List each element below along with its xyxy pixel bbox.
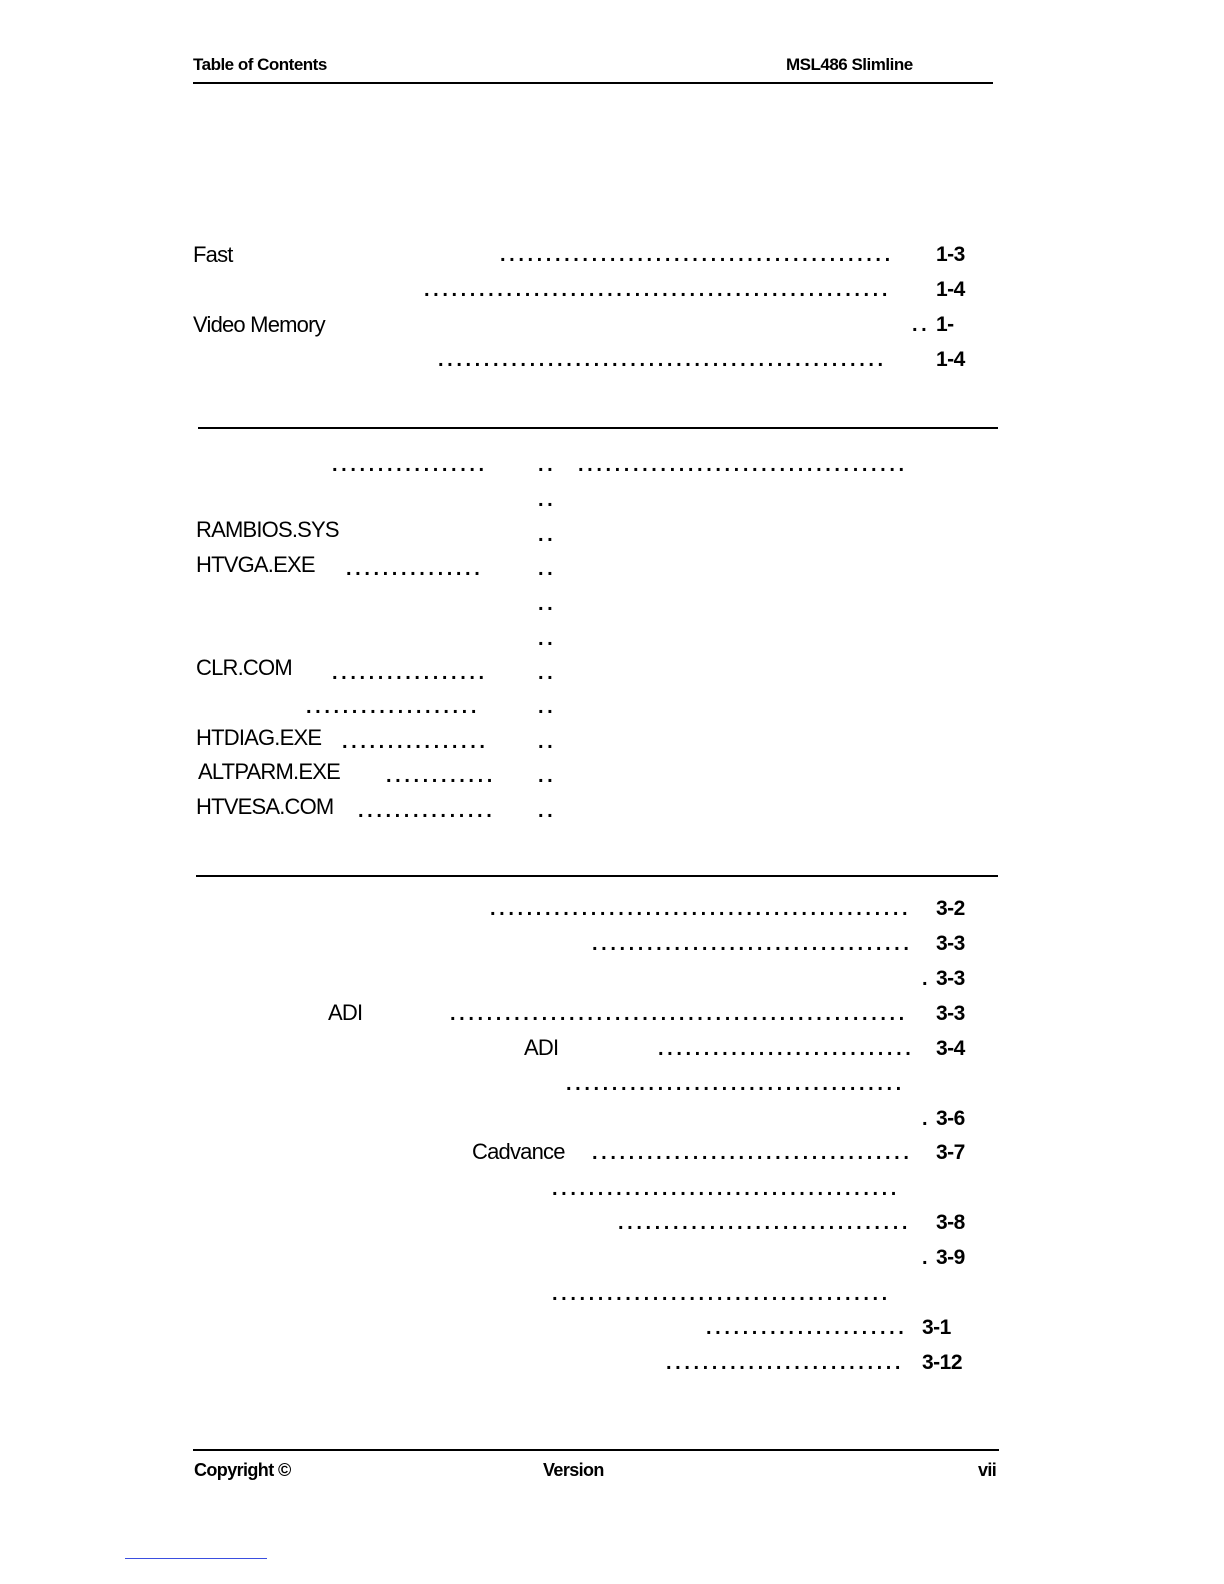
toc-leader-dots: ...................................... [552,1178,900,1200]
toc-leader-dots: .. [538,765,557,787]
toc-entry-label: Video Memory [193,312,325,337]
toc-leader-dots: ........................................... [500,244,894,266]
toc-entry-page[interactable]: 1-3 [936,243,965,266]
toc-entry-page[interactable]: 3-2 [936,897,965,920]
toc-entry-label: ADI [524,1035,559,1060]
toc-leader-dots: ............... [346,558,484,580]
section-rule [198,427,998,429]
toc-leader-dots: ..................................... [552,1283,891,1305]
footer-page-number: vii [978,1460,997,1480]
toc-leader-dots: . [922,1247,932,1269]
toc-leader-dots: .. [912,314,931,336]
toc-entry-page[interactable]: 3-8 [936,1211,965,1234]
toc-entry-page[interactable]: 1-4 [936,348,965,371]
footer-version: Version [543,1460,604,1480]
toc-leader-dots: ............... [358,800,496,822]
toc-leader-dots: .. [538,662,557,684]
toc-leader-dots: ................... [306,696,480,718]
toc-entry-page[interactable]: 3-12 [922,1351,963,1374]
header-title: Table of Contents [193,55,327,74]
toc-leader-dots: ................. [332,454,488,476]
footer-rule [193,1449,999,1451]
toc-leader-dots: .................................... [578,454,908,476]
toc-leader-dots: ................................ [618,1212,912,1234]
toc-leader-dots: .. [538,593,557,615]
toc-leader-dots: .. [538,731,557,753]
toc-leader-dots: .. [538,558,557,580]
toc-entry-label: HTVESA.COM [196,794,334,819]
toc-leader-dots: ................................................... [424,279,891,301]
toc-entry-label: ADI [328,1000,363,1025]
toc-entry-label: CLR.COM [196,655,292,680]
toc-entry-page[interactable]: 3-3 [936,1002,965,1025]
toc-leader-dots: .. [538,524,557,546]
toc-leader-dots: ............ [386,765,496,787]
toc-entry-label: RAMBIOS.SYS [196,517,339,542]
toc-leader-dots: .................................................. [450,1003,908,1025]
toc-entry-label: Fast [193,242,233,267]
toc-leader-dots: ..................................... [566,1073,905,1095]
header-rule [193,82,993,84]
toc-entry-label: Cadvance [472,1139,565,1164]
toc-entry-page[interactable]: 3-7 [936,1141,965,1164]
toc-entry-page[interactable]: 3-4 [936,1037,965,1060]
toc-leader-dots: ...................... [706,1317,908,1339]
hyperlink-underline[interactable] [125,1558,267,1559]
toc-leader-dots: .............................................. [490,898,912,920]
toc-leader-dots: . [922,1108,932,1130]
toc-entry-label: ALTPARM.EXE [198,759,340,784]
toc-entry-page[interactable]: 3-1 [922,1316,951,1339]
toc-entry-page[interactable]: 1- [936,313,954,336]
section-rule [196,875,998,877]
toc-entry-page[interactable]: 1-4 [936,278,965,301]
toc-leader-dots: .. [538,800,557,822]
header-product: MSL486 Slimline [786,55,913,74]
toc-leader-dots: .. [538,454,557,476]
toc-leader-dots: .. [538,696,557,718]
toc-leader-dots: ................. [332,662,488,684]
toc-entry-label: HTVGA.EXE [196,552,315,577]
toc-leader-dots: ................ [342,731,489,753]
toc-entry-page[interactable]: 3-3 [936,932,965,955]
toc-entry-label: HTDIAG.EXE [196,725,322,750]
toc-leader-dots: ................................................. [438,349,887,371]
toc-entry-page[interactable]: 3-9 [936,1246,965,1269]
toc-leader-dots: .......................... [666,1352,905,1374]
toc-leader-dots: . [922,968,932,990]
toc-leader-dots: ............................ [658,1038,915,1060]
toc-entry-page[interactable]: 3-6 [936,1107,965,1130]
toc-leader-dots: ................................... [592,1142,913,1164]
toc-entry-page[interactable]: 3-3 [936,967,965,990]
footer-copyright: Copyright © [194,1460,291,1480]
toc-leader-dots: ................................... [592,933,913,955]
toc-leader-dots: .. [538,628,557,650]
toc-leader-dots: .. [538,489,557,511]
